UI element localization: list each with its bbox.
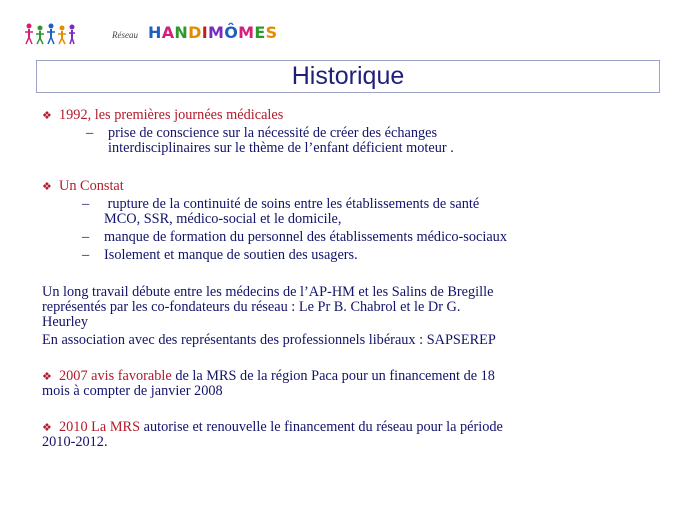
paragraph-travail-line-2: représentés par les co-fondateurs du réseau : Le Pr B. Chabrol et le Dr G. — [42, 299, 461, 315]
brand-letter: E — [254, 23, 266, 42]
diamond-bullet-icon: ❖ — [42, 110, 52, 122]
reseau-label: Réseau — [112, 30, 138, 40]
brand-letter: A — [161, 23, 175, 42]
constat-item-rupture-cont: MCO, SSR, médico-social et le domicile, — [104, 211, 342, 227]
constat-item-rupture: – rupture de la continuité de soins entre les établissements de santé — [82, 196, 480, 212]
section-2010-line-1: ❖ 2010 La MRS autorise et renouvelle le financement du réseau pour la période — [42, 419, 503, 435]
diamond-bullet-icon: ❖ — [42, 181, 52, 193]
section-1992-sub-2: interdisciplinaires sur le thème de l’enfant déficient moteur . — [108, 140, 454, 156]
brand-letter: S — [265, 23, 278, 42]
paragraph-travail-line-1: Un long travail débute entre les médecins de l’AP-HM et les Salins de Bregille — [42, 284, 494, 300]
constat-item-formation: – manque de formation du personnel des établissements médico-sociaux — [82, 229, 507, 245]
constat-item-isolement: – Isolement et manque de soutien des usagers. — [82, 247, 358, 263]
children-figures-logo-icon — [24, 22, 76, 46]
brand-letter: M — [238, 23, 255, 42]
brand-letter: H — [148, 23, 162, 42]
paragraph-travail-line-3: Heurley — [42, 314, 89, 330]
section-1992-heading: ❖ 1992, les premières journées médicales — [42, 107, 284, 123]
paragraph-association-line: En association avec des représentants des professionnels libéraux : SAPSEREP — [42, 332, 496, 348]
title-box — [36, 60, 660, 93]
section-2010-line-2: 2010-2012. — [42, 434, 108, 450]
section-2007-line-1: ❖ 2007 avis favorable de la MRS de la région Paca pour un financement de 18 — [42, 368, 495, 384]
section-2007-line-2: mois à compter de janvier 2008 — [42, 383, 223, 399]
brand-letter: D — [188, 23, 202, 42]
section-constat-heading: ❖ Un Constat — [42, 178, 124, 194]
brand-letter: N — [174, 23, 189, 42]
section-1992-sub-1: – prise de conscience sur la nécessité de créer des échanges — [86, 125, 438, 141]
diamond-bullet-icon: ❖ — [42, 422, 52, 434]
brand-letter: M — [207, 23, 225, 42]
brand-letter: Ô — [224, 23, 239, 42]
diamond-bullet-icon: ❖ — [42, 371, 52, 383]
page-title: Historique — [291, 62, 405, 90]
handimomes-logo — [148, 23, 277, 42]
brand-letter: I — [201, 23, 208, 42]
